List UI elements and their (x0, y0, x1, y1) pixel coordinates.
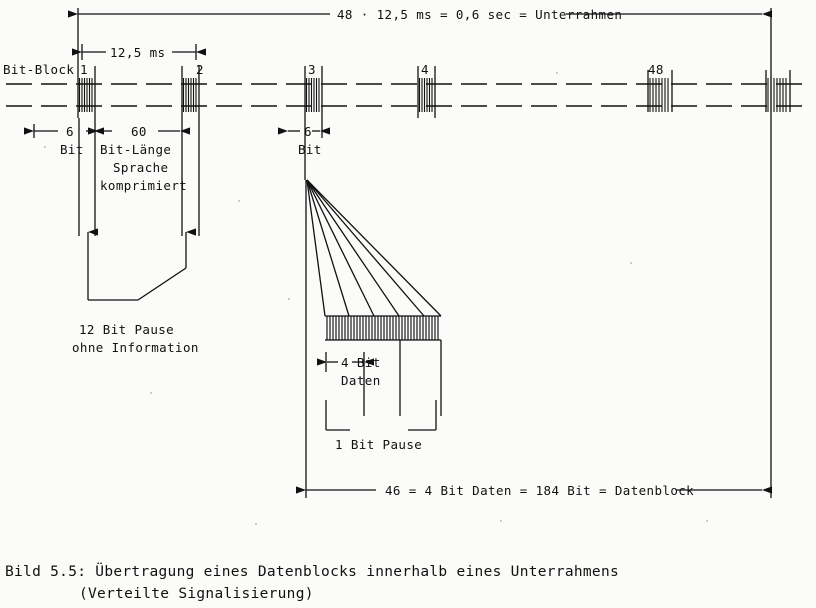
label-top-frame: 48 · 12,5 ms = 0,6 sec = Unterrahmen (337, 7, 623, 22)
label-six-bit-right-number: 6 (304, 124, 312, 139)
label-bottom-frame: 46 = 4 Bit Daten = 184 Bit = Datenblock (385, 483, 695, 498)
label-six-bit-right-unit: Bit (298, 142, 322, 157)
figure-caption-line1: Bild 5.5: Übertragung eines Datenblocks innerhalb eines Unterrahmens (5, 564, 620, 580)
figure-caption-line2: (Verteilte Signalisierung) (79, 586, 314, 602)
scan-speck (288, 298, 290, 300)
block-number-3: 3 (308, 62, 316, 77)
scan-speck (150, 392, 152, 394)
label-sprache: Sprache (113, 160, 169, 175)
label-four-bit: 4 Bit (341, 355, 381, 370)
label-six-bit-left-number: 6 (66, 124, 74, 139)
block-number-4: 4 (421, 62, 429, 77)
block-number-1: 1 (80, 62, 88, 77)
scan-speck (556, 72, 558, 74)
scan-speck (706, 520, 708, 522)
label-bit-block: Bit-Block (3, 62, 75, 77)
label-sixty: 60 (131, 124, 147, 139)
block-number-2: 2 (196, 62, 204, 77)
label-pause-line2: ohne Information (72, 340, 199, 355)
block-number-48: 48 (648, 62, 664, 77)
label-komprimiert: komprimiert (100, 178, 188, 193)
scan-speck (255, 523, 257, 525)
label-bit-laenge: Bit-Länge (100, 142, 172, 157)
label-one-bit-pause: 1 Bit Pause (335, 437, 423, 452)
label-daten: Daten (341, 373, 381, 388)
scan-speck (500, 520, 502, 522)
scan-speck (630, 262, 632, 264)
scan-speck (44, 146, 46, 148)
label-slot-duration: 12,5 ms (110, 45, 166, 60)
scan-speck (238, 200, 240, 202)
label-six-bit-left-unit: Bit (60, 142, 84, 157)
label-pause-line1: 12 Bit Pause (79, 322, 175, 337)
